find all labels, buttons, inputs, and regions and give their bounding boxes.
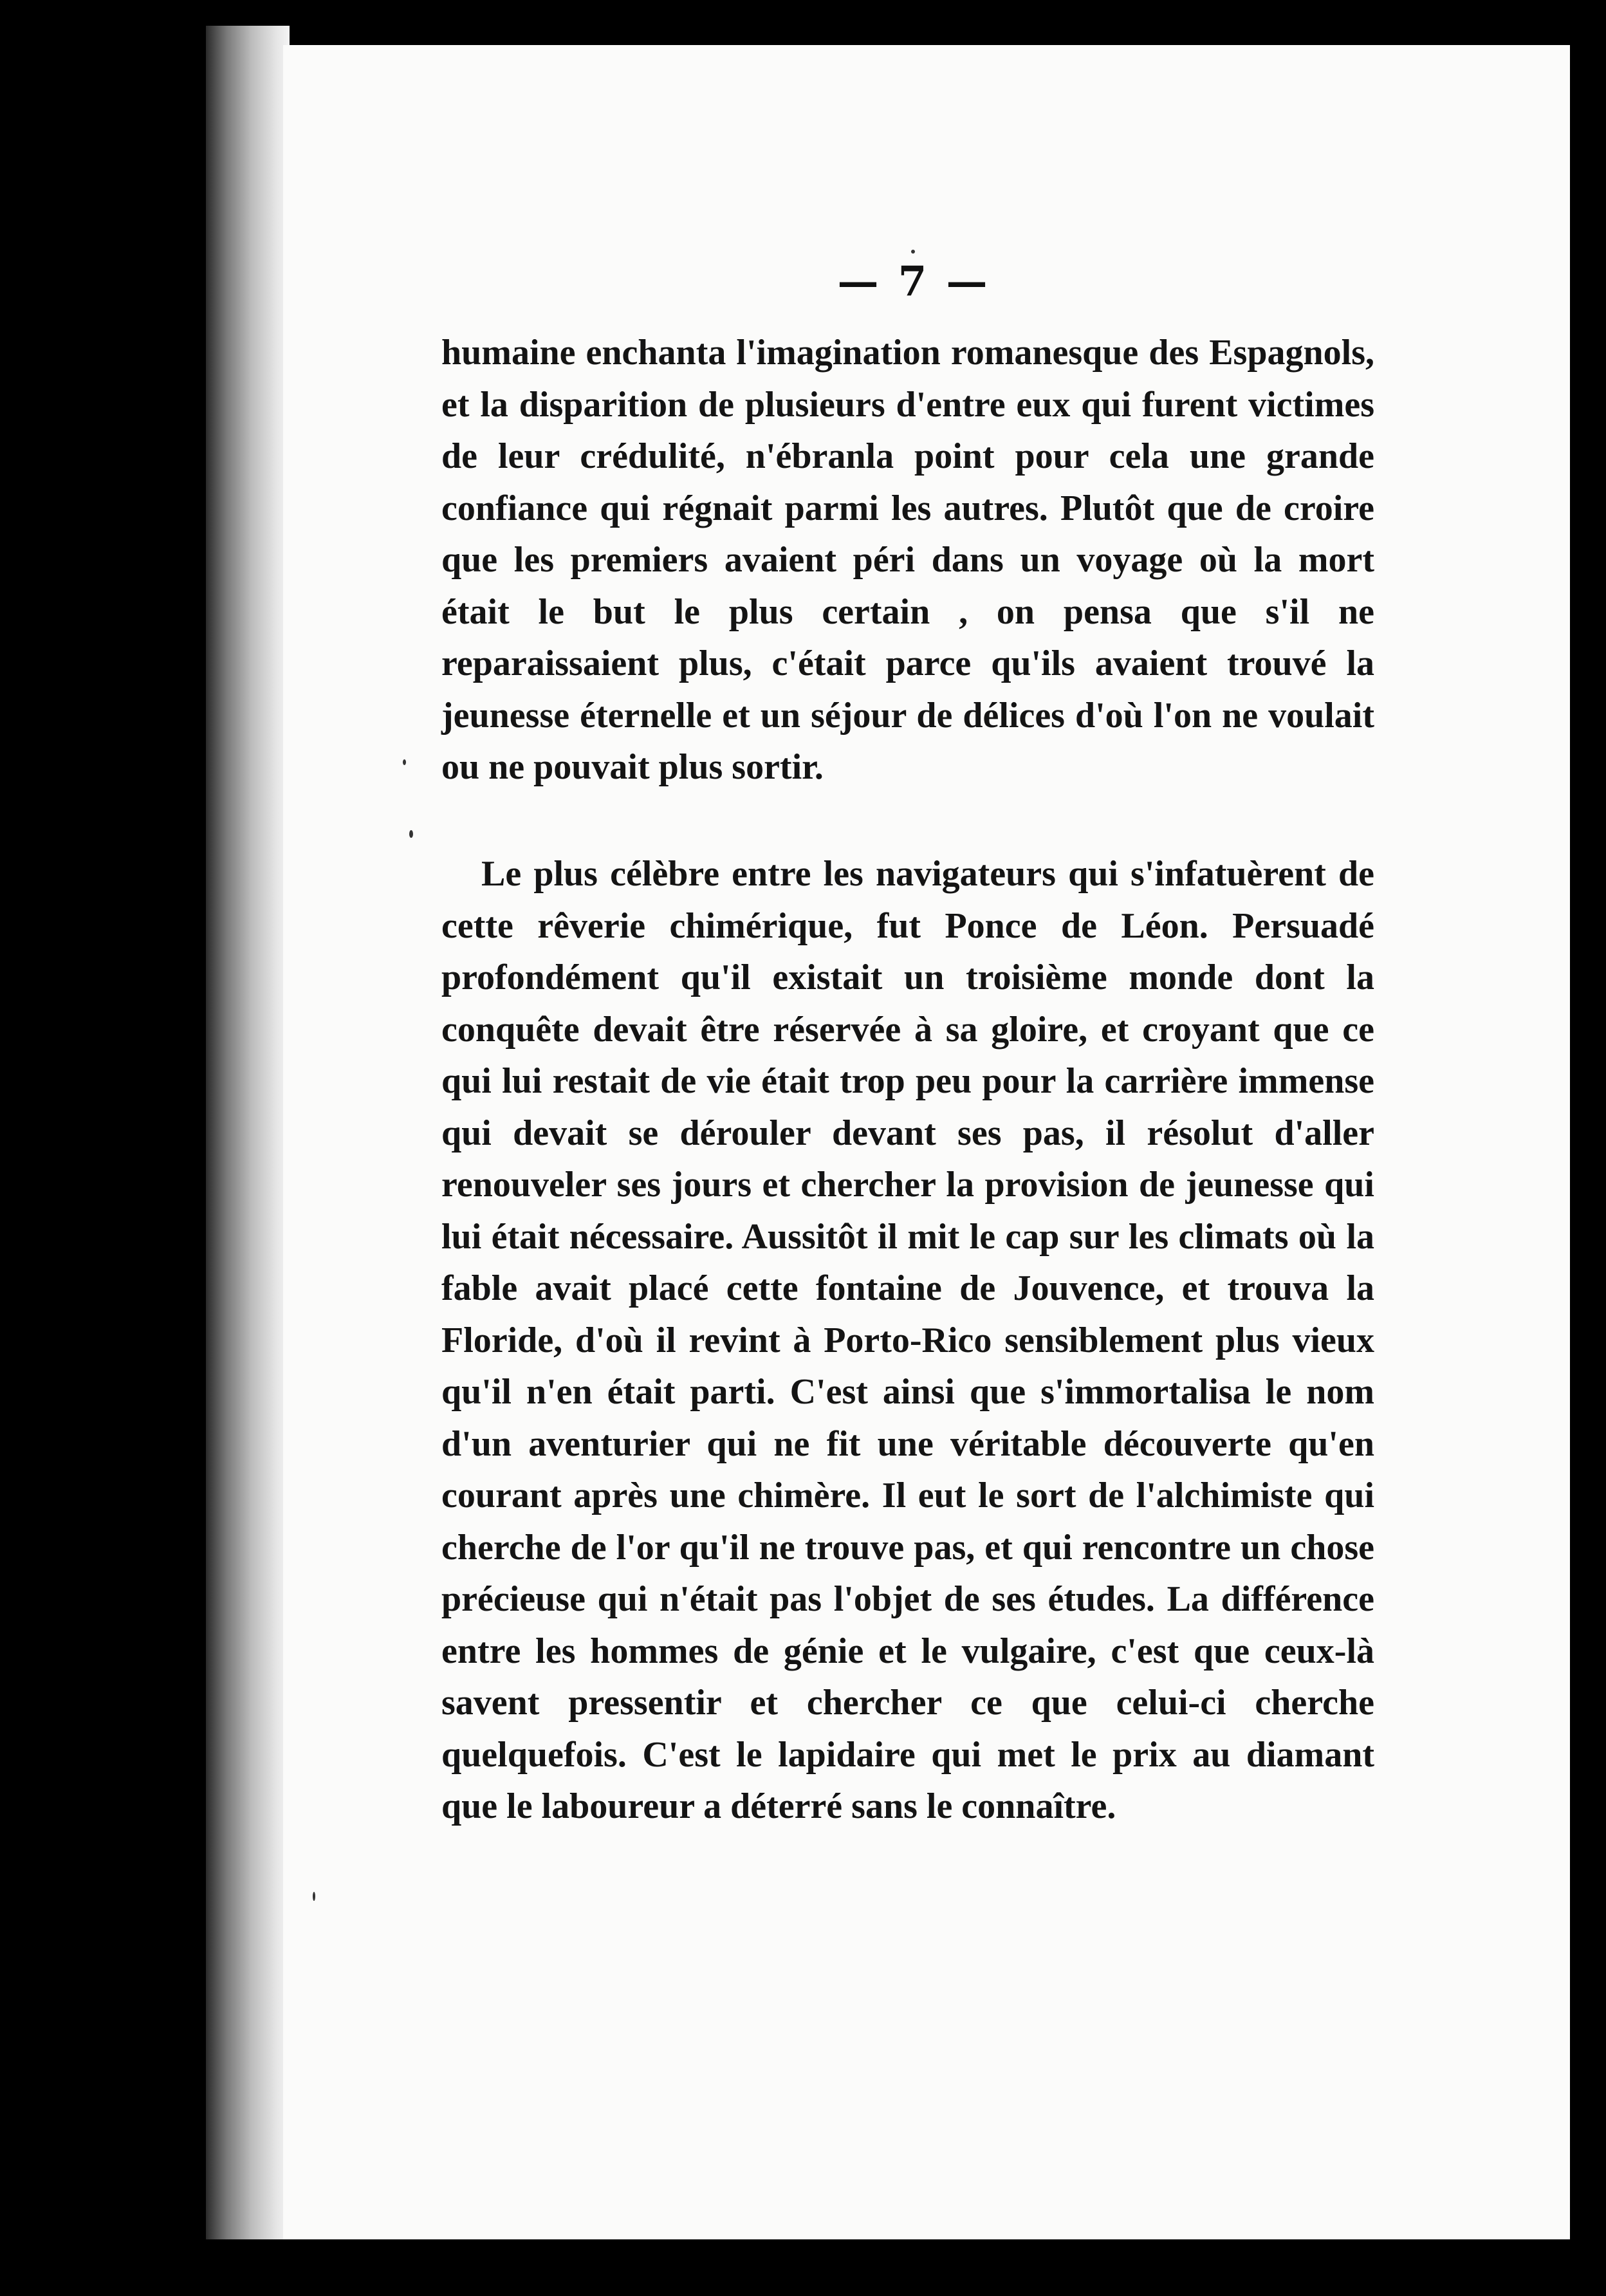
scan-bottom-edge <box>193 2239 1606 2296</box>
ink-speck <box>409 830 413 838</box>
paragraph-2: Le plus célèbre entre les navigateurs qui s'infatuèrent de cette rêverie chimérique, fut Ponce de Léon. Persuadé profondément qu'il existait un troisième monde dont la conquête devait être réservée à sa gloire, et croyant que ce qui lui restait de vie était trop peu pour la carrière immense qui devait se dérouler devant ses pas, il résolut d'aller renouveler ses jours et chercher la provision de jeunesse qui lui était nécessaire. Aussitôt il mit le cap sur les climats où la fable avait placé cette fontaine de Jouvence, et trouva la Floride, d'où il revint à Porto-Rico sensiblement plus vieux qu'il n'en était parti. C'est ainsi que s'immortalisa le nom d'un aventurier qui ne fit une véritable découverte qu'en courant après une chimère. Il eut le sort de l'alchimiste qui cherche de l'or qu'il ne trouve pas, et qui rencontre un chose précieuse qui n'était pas l'objet de ses études. La différence entre les hommes de génie et le vulgaire, c'est que ceux-là savent pressentir et chercher ce que celui-ci cherche quelquefois. C'est le lapidaire qui met le prix au diamant que le laboureur a déterré sans le connaître. <box>441 854 1374 1826</box>
ink-speck <box>403 759 406 765</box>
ink-speck <box>911 250 915 254</box>
page-number: — 7 — <box>837 257 990 306</box>
paragraph-1: humaine enchanta l'imagination romanesque des Espagnols, et la disparition de plusieurs d'entre eux qui furent victimes de leur crédulité, n'ébranla point pour cela une grande confiance qui régnait parmi les autres. Plutôt que de croire que les premiers avaient péri dans un voyage où la mort était le but le plus certain , on pensa que s'il ne reparaissaient plus, c'était parce qu'ils avaient trouvé la jeunesse éternelle et un séjour de délices d'où l'on ne voulait ou ne pouvait plus sortir. <box>441 333 1374 787</box>
binding-shadow <box>206 26 290 2239</box>
ink-speck <box>313 1892 315 1901</box>
